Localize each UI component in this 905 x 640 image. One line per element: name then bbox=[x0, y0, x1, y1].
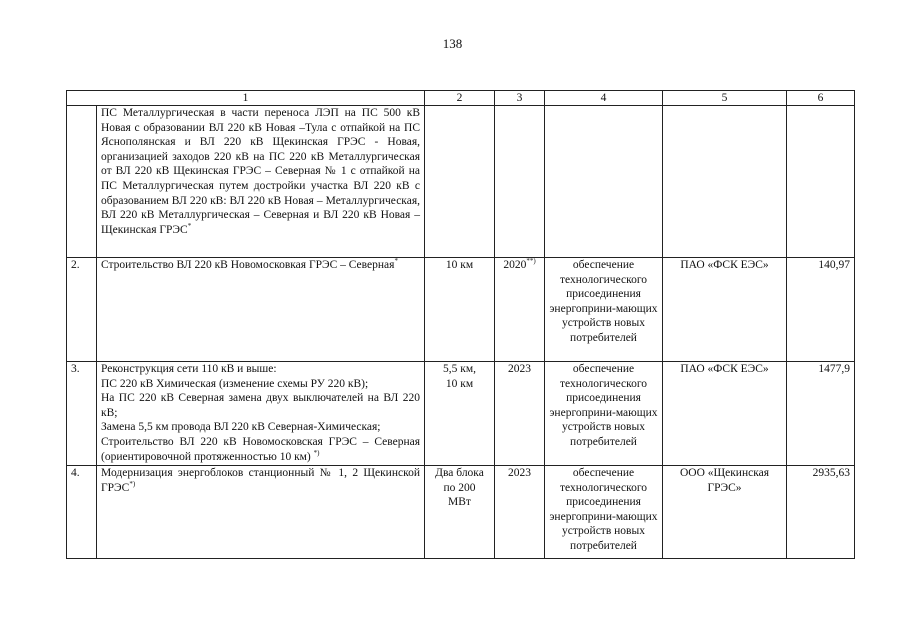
row-number: 3. bbox=[67, 362, 97, 466]
table-row bbox=[67, 106, 855, 258]
header-col-6: 6 bbox=[787, 91, 855, 106]
capacity: Два блока по 200 МВт bbox=[425, 466, 495, 559]
year: 2023 bbox=[495, 466, 545, 559]
purpose: обеспечение технологического присоединения энергоприни-мающих устройств новых потребителей bbox=[545, 258, 663, 362]
row-number: 2. bbox=[67, 258, 97, 362]
table-header-row bbox=[67, 91, 855, 106]
cost bbox=[787, 106, 855, 258]
capacity bbox=[425, 106, 495, 258]
project-name: ПС Металлургическая в части переноса ЛЭП на ПС 500 кВ Новая с образовании ВЛ 220 кВ Новая –Тула с отпайкой на ПС Яснополянская и ВЛ 220 кВ Щекинская ГРЭС - Новая, организацией заходов 220 кВ на ПС 220 кВ Металлургическая от ВЛ 220 кВ Щекинская ГРЭС – Северная № 1 с отпайкой на ПС Металлургическая путем достройки участка ВЛ 220 кВ с образованием ВЛ 220 кВ: ВЛ 220 кВ Новая – Металлургическая, ВЛ 220 кВ Металлургическая – Северная и ВЛ 220 кВ Новая – Щекинская ГРЭС* bbox=[97, 106, 425, 258]
organization bbox=[663, 106, 787, 258]
cost: 2935,63 bbox=[787, 466, 855, 559]
capacity: 10 км bbox=[425, 258, 495, 362]
table-row bbox=[67, 362, 855, 466]
row-number: 4. bbox=[67, 466, 97, 559]
header-col-2: 2 bbox=[425, 91, 495, 106]
header-col-5: 5 bbox=[663, 91, 787, 106]
cost: 140,97 bbox=[787, 258, 855, 362]
year: 2023 bbox=[495, 362, 545, 466]
purpose bbox=[545, 106, 663, 258]
header-col-3: 3 bbox=[495, 91, 545, 106]
purpose: обеспечение технологического присоединения энергоприни-мающих устройств новых потребителей bbox=[545, 362, 663, 466]
investment-projects-table bbox=[66, 90, 855, 559]
header-col-4: 4 bbox=[545, 91, 663, 106]
page-number: 138 bbox=[442, 36, 463, 51]
cost: 1477,9 bbox=[787, 362, 855, 466]
year bbox=[495, 106, 545, 258]
project-name: Реконструкция сети 110 кВ и выше: ПС 220 кВ Химическая (изменение схемы РУ 220 кВ); На ПС 220 кВ Северная замена двух выключателей на ВЛ 220 кВ; Замена 5,5 км провода ВЛ 220 кВ Северная-Химическая; Строительство ВЛ 220 кВ Новомосковская ГРЭС – Северная (ориентировочной протяженностью 10 км) *) bbox=[97, 362, 425, 466]
project-name: Строительство ВЛ 220 кВ Новомосковкая ГРЭС – Северная* bbox=[97, 258, 425, 362]
header-col-1: 1 bbox=[67, 91, 425, 106]
table-row bbox=[67, 466, 855, 559]
organization: ПАО «ФСК ЕЭС» bbox=[663, 258, 787, 362]
capacity: 5,5 км, 10 км bbox=[425, 362, 495, 466]
row-number bbox=[67, 106, 97, 258]
project-name: Модернизация энергоблоков станционный № 1, 2 Щекинской ГРЭС*) bbox=[97, 466, 425, 559]
organization: ПАО «ФСК ЕЭС» bbox=[663, 362, 787, 466]
table-row bbox=[67, 258, 855, 362]
year: 2020**) bbox=[495, 258, 545, 362]
organization: ООО «Щекинская ГРЭС» bbox=[663, 466, 787, 559]
purpose: обеспечение технологического присоединения энергоприни-мающих устройств новых потребителей bbox=[545, 466, 663, 559]
